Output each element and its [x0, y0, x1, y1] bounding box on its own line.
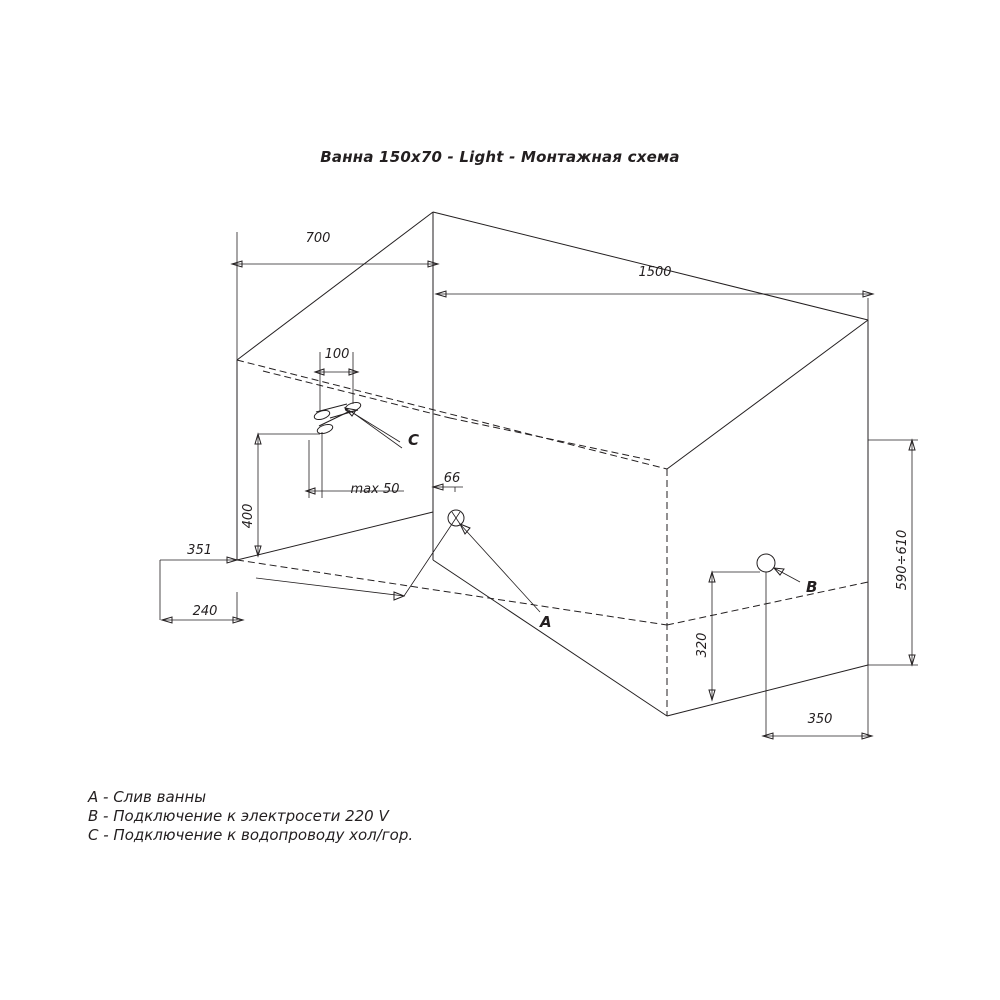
marker-c-label: C [408, 431, 420, 449]
bath-outline [237, 212, 868, 716]
dimension-max50-label: max 50 [350, 482, 400, 497]
dimension-350 [763, 572, 872, 739]
dimension-240-label: 240 [192, 604, 218, 619]
marker-b-label: B [806, 578, 818, 596]
dimension-100 [315, 347, 358, 412]
dimension-320 [695, 572, 760, 700]
dimension-1500-label: 1500 [638, 265, 672, 280]
dimension-66-label: 66 [443, 471, 461, 486]
water-supply-connection-c [313, 401, 419, 449]
legend-item-c: C - Подключение к водопроводу хол/гор. [88, 826, 414, 844]
legend-item-a: A - Слив ванны [88, 788, 207, 806]
dimension-351-label: 351 [187, 543, 212, 558]
dimension-320-label: 320 [695, 632, 710, 658]
dimension-590-610-label: 590÷610 [895, 529, 910, 591]
page-title: Ванна 150х70 - Light - Монтажная схема [320, 148, 680, 166]
legend [88, 788, 413, 845]
dimension-700-label: 700 [305, 231, 331, 246]
dimension-100-label: 100 [324, 347, 350, 362]
dimension-66 [433, 471, 463, 492]
dimension-max50 [306, 432, 404, 498]
legend-item-b: B - Подключение к электросети 220 V [88, 807, 389, 825]
dimension-350-label: 350 [807, 712, 833, 727]
dimension-240 [160, 560, 243, 623]
drain-connection-a [256, 510, 552, 631]
dimension-400-label: 400 [241, 503, 256, 529]
marker-a-label: A [540, 613, 552, 631]
dimension-590-610 [868, 440, 918, 665]
dimension-400 [241, 434, 320, 556]
dimension-351 [160, 543, 237, 563]
